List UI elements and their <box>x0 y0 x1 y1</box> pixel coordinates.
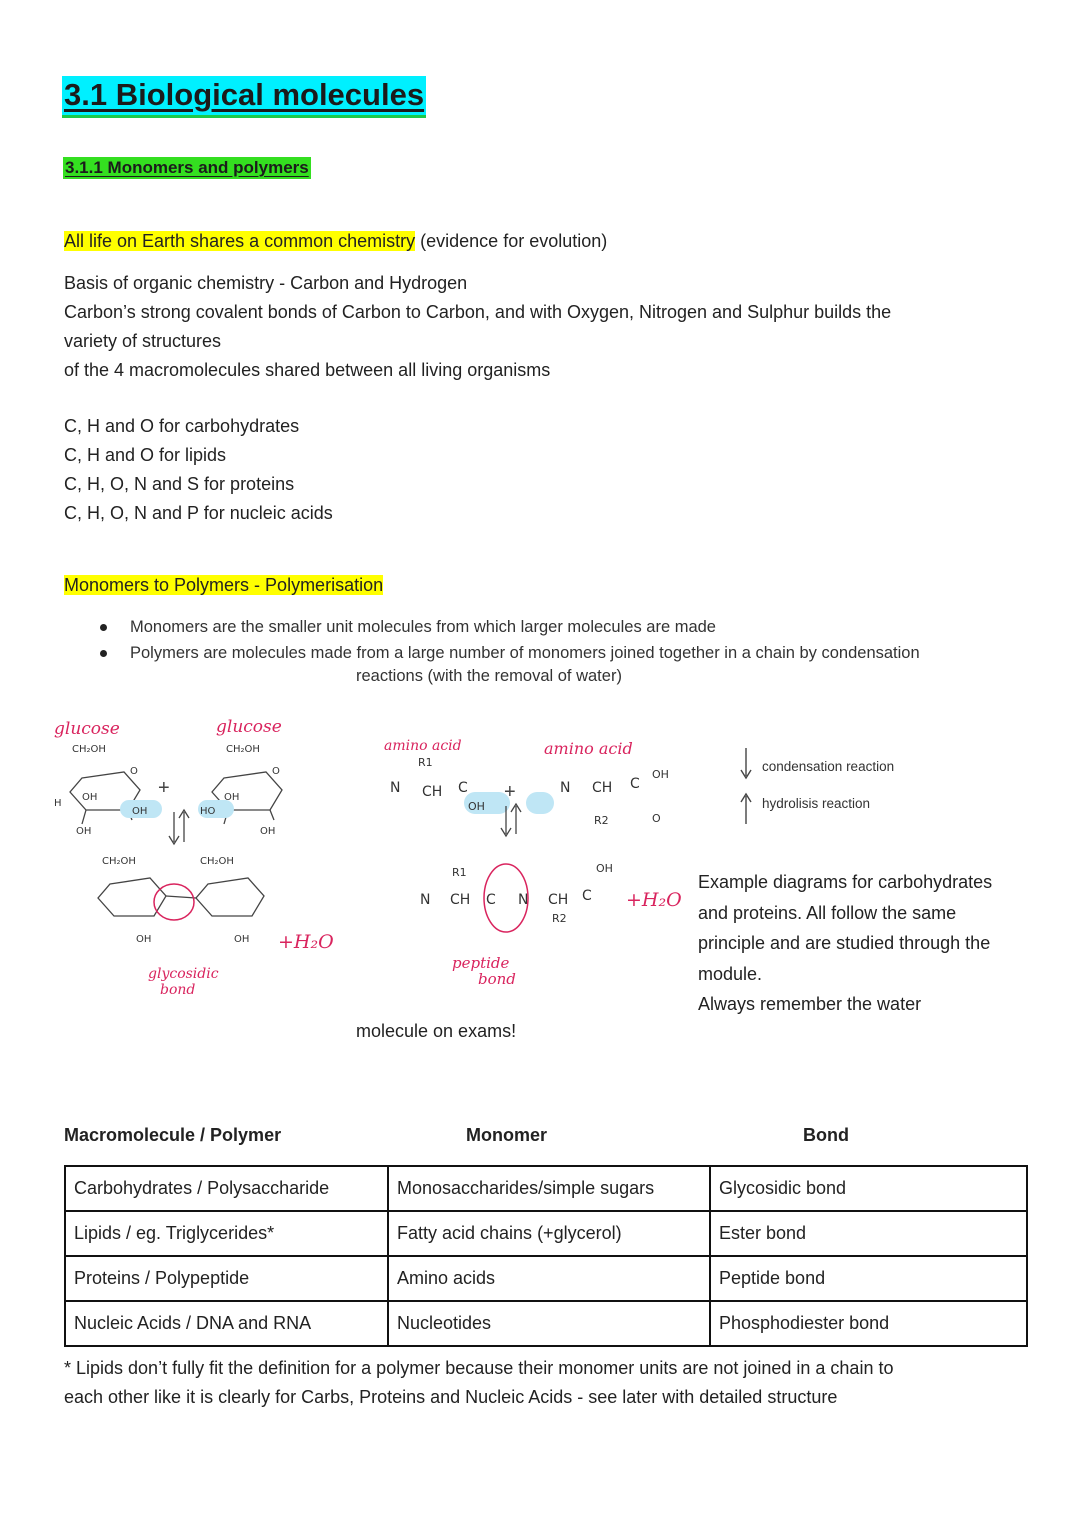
svg-text:N: N <box>518 892 529 908</box>
water-label: +H₂O <box>278 931 334 953</box>
svg-text:CH: CH <box>422 784 443 800</box>
svg-text:C: C <box>582 888 592 904</box>
table-row: Proteins / Polypeptide Amino acids Peptide bond <box>65 1256 1027 1301</box>
reaction-arrows-legend <box>738 746 758 826</box>
svg-text:CH: CH <box>548 892 569 908</box>
glycosidic-label: glycosidic <box>148 966 219 982</box>
basis-line: Basis of organic chemistry - Carbon and Hydrogen <box>64 273 468 293</box>
table-row: Nucleic Acids / DNA and RNA Nucleotides Phosphodiester bond <box>65 1301 1027 1346</box>
svg-text:R1: R1 <box>418 756 433 769</box>
svg-text:OH: OH <box>82 792 98 803</box>
bullet-continuation: reactions (with the removal of water) <box>356 667 622 685</box>
basis-line: Carbon’s strong covalent bonds of Carbon to Carbon, and with Oxygen, Nitrogen and Sulphur builds the <box>64 302 892 322</box>
intro-line <box>64 227 607 256</box>
example-paragraph: Example diagrams for carbohydrates and proteins. All follow the same principle and are studied through the module. Always remember the water <box>698 872 993 1014</box>
polymerisation-heading: Monomers to Polymers - Polymerisation <box>64 575 384 595</box>
basis-line: variety of structures <box>64 331 222 351</box>
table-header-monomer: Monomer <box>466 1125 547 1145</box>
macromolecule-table <box>64 1165 1028 1347</box>
table-row: Lipids / eg. Triglycerides* Fatty acid chains (+glycerol) Ester bond <box>65 1211 1027 1256</box>
element-line: C, H and O for lipids <box>64 445 227 465</box>
svg-text:R1: R1 <box>452 866 467 879</box>
removed-water-highlight <box>526 792 554 814</box>
amino-acid-condensation-diagram <box>356 726 682 996</box>
glucose-condensation-diagram <box>48 712 348 1012</box>
peptide-label: peptide <box>452 954 510 972</box>
glucose-label-2: glucose <box>216 717 282 737</box>
svg-text:OH: OH <box>652 768 669 781</box>
svg-text:CH₂OH: CH₂OH <box>72 744 106 755</box>
basis-line: of the 4 macromolecules shared between all living organisms <box>64 360 551 380</box>
table-row: Carbohydrates / Polysaccharide Monosaccharides/simple sugars Glycosidic bond <box>65 1166 1027 1211</box>
element-line: C, H, O, N and P for nucleic acids <box>64 503 333 523</box>
svg-text:H: H <box>54 798 62 809</box>
svg-text:OH: OH <box>136 934 152 945</box>
hydrolysis-legend: hydrolisis reaction <box>762 796 871 811</box>
svg-text:C: C <box>486 892 496 908</box>
water-label: +H₂O <box>626 889 682 911</box>
svg-text:OH: OH <box>224 792 240 803</box>
svg-text:C: C <box>458 780 468 796</box>
svg-text:OH: OH <box>468 800 485 813</box>
svg-text:HO: HO <box>200 806 216 817</box>
svg-text:bond: bond <box>478 970 516 988</box>
svg-text:O: O <box>130 766 138 777</box>
svg-text:R2: R2 <box>552 912 567 925</box>
table-header-bond: Bond <box>803 1125 849 1145</box>
page-title: 3.1 Biological molecules <box>62 76 426 118</box>
glycosidic-bond-circle <box>154 884 194 920</box>
plus-sign: + <box>158 777 170 799</box>
svg-text:OH: OH <box>132 806 148 817</box>
amino-acid-label-1: amino acid <box>384 738 462 754</box>
glucose-ring-4 <box>196 878 264 916</box>
section-subtitle: 3.1.1 Monomers and polymers <box>65 158 309 177</box>
elements-list <box>64 412 333 528</box>
svg-text:N: N <box>420 892 431 908</box>
svg-text:R2: R2 <box>594 814 609 827</box>
svg-text:N: N <box>560 780 571 796</box>
svg-text:O: O <box>652 812 661 825</box>
glucose-label-1: glucose <box>54 719 120 739</box>
plus-sign: + <box>504 781 516 803</box>
svg-text:CH₂OH: CH₂OH <box>200 856 234 867</box>
svg-text:OH: OH <box>234 934 250 945</box>
basis-paragraph <box>64 269 891 385</box>
svg-text:CH₂OH: CH₂OH <box>226 744 260 755</box>
svg-text:C: C <box>630 776 640 792</box>
exam-line: molecule on exams! <box>356 1021 517 1041</box>
svg-text:CH: CH <box>592 780 613 796</box>
element-line: C, H and O for carbohydrates <box>64 416 300 436</box>
svg-text:bond: bond <box>160 982 196 998</box>
element-line: C, H, O, N and S for proteins <box>64 474 295 494</box>
svg-text:O: O <box>272 766 280 777</box>
svg-text:CH: CH <box>450 892 471 908</box>
bullet-dot-icon <box>100 650 107 657</box>
svg-text:N: N <box>390 780 401 796</box>
intro-highlight: All life on Earth shares a common chemistry <box>64 231 416 251</box>
intro-rest: (evidence for evolution) <box>415 231 608 251</box>
footnote: * Lipids don’t fully fit the definition for a polymer because their monomer units are not joined in a chain to each other like it is clearly for Carbs, Proteins and Nucleic Acids - see later with detailed structure <box>64 1358 894 1407</box>
condensation-legend: condensation reaction <box>762 759 895 774</box>
svg-text:OH: OH <box>260 826 276 837</box>
svg-text:OH: OH <box>76 826 92 837</box>
bullet-dot-icon <box>100 624 107 631</box>
svg-text:CH₂OH: CH₂OH <box>102 856 136 867</box>
table-header-polymer: Macromolecule / Polymer <box>64 1125 282 1145</box>
svg-text:OH: OH <box>596 862 613 875</box>
amino-acid-label-2: amino acid <box>544 739 633 758</box>
